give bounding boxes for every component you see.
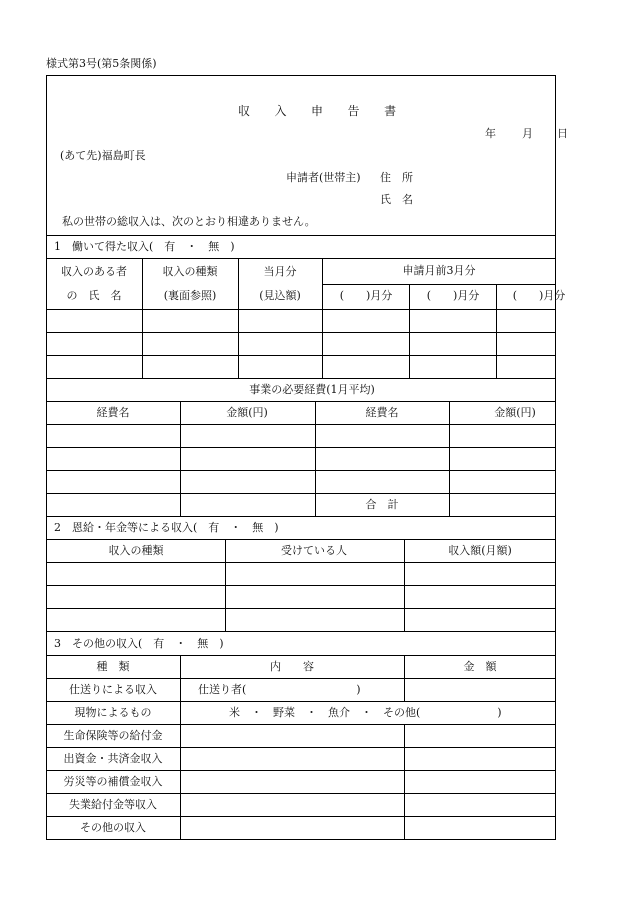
divider: [46, 401, 556, 402]
month-cell: ( )月分: [339, 289, 393, 302]
divider: [46, 470, 556, 471]
expense-amount-label: 金額(円): [226, 406, 268, 419]
income-type: 仕送りによる収入: [69, 683, 157, 696]
divider: [46, 678, 556, 679]
divider: [46, 585, 556, 586]
divider: [46, 447, 556, 448]
form-title: [238, 104, 417, 119]
col-type-label: 種 類: [96, 660, 130, 673]
col-type-label: (裏面参照): [163, 289, 217, 302]
divider: [46, 701, 556, 702]
divider: [46, 770, 556, 771]
divider: [46, 631, 556, 632]
col-person-label: の 氏 名: [66, 289, 122, 302]
addressee: (あて先)福島町長: [60, 149, 146, 162]
col-prior-label: 申請月前3月分: [402, 264, 476, 277]
divider: [142, 258, 143, 378]
col-type-label: 収入の種類: [108, 544, 164, 557]
divider: [46, 655, 556, 656]
divider: [46, 309, 556, 310]
divider: [46, 747, 556, 748]
declaration: 私の世帯の総収入は、次のとおり相違ありません。: [62, 215, 316, 228]
date-year-label: 年: [485, 127, 496, 140]
income-type: 生命保険等の給付金: [63, 729, 163, 742]
income-type: 出資金・共済金収入: [63, 752, 163, 765]
divider: [404, 724, 405, 839]
divider: [46, 235, 556, 236]
income-content: 仕送り者( ): [198, 683, 361, 696]
divider: [46, 516, 556, 517]
divider: [46, 493, 556, 494]
title-char: 告: [347, 104, 360, 118]
divider: [46, 355, 556, 356]
month-cell: ( )月分: [426, 289, 480, 302]
col-current-label: 当月分: [263, 265, 297, 278]
expense-amount-label: 金額(円): [494, 406, 536, 419]
col-recipient-label: 受けている人: [281, 544, 347, 557]
divider: [449, 401, 450, 516]
name-label: 氏 名: [380, 193, 413, 206]
income-content: 米 ・ 野菜 ・ 魚介 ・ その他( ): [229, 706, 502, 719]
title-char: 収: [238, 104, 251, 118]
income-type: 労災等の補償金収入: [63, 775, 163, 788]
divider: [322, 258, 323, 378]
divider: [404, 539, 405, 631]
col-content-label: 内 容: [270, 660, 314, 673]
divider: [46, 562, 556, 563]
col-person-label: 収入のある者: [61, 265, 127, 278]
income-type: 失業給付金等収入: [69, 798, 157, 811]
divider: [238, 258, 239, 378]
date-day-label: 日: [557, 127, 568, 140]
expense-name-label: 経費名: [96, 406, 130, 419]
section3-heading: 3 その他の収入( 有 ・ 無 ): [54, 637, 224, 650]
address-label: 住 所: [380, 171, 413, 184]
divider: [409, 284, 410, 378]
col-current-label: (見込額): [259, 289, 301, 302]
divider: [46, 258, 556, 259]
divider: [322, 284, 556, 285]
form-number: 様式第3号(第5条関係): [46, 57, 157, 70]
divider: [46, 332, 556, 333]
section2-heading: 2 恩給・年金等による収入( 有 ・ 無 ): [54, 521, 279, 534]
title-char: 入: [274, 104, 287, 118]
title-char: 申: [311, 104, 324, 118]
divider: [46, 816, 556, 817]
divider: [46, 378, 556, 379]
divider: [180, 401, 181, 516]
income-type: 現物によるもの: [74, 706, 152, 719]
col-amount-label: 収入額(月額): [448, 544, 512, 557]
expense-name-label: 経費名: [365, 406, 399, 419]
col-type-label: 収入の種類: [162, 265, 218, 278]
divider: [315, 401, 316, 516]
divider: [46, 724, 556, 725]
divider: [46, 608, 556, 609]
applicant-label: 申請者(世帯主): [286, 171, 361, 184]
divider: [46, 793, 556, 794]
col-amount-label: 金 額: [463, 660, 497, 673]
section1-heading: 1 働いて得た収入( 有 ・ 無 ): [54, 240, 235, 253]
divider: [180, 655, 181, 839]
divider: [46, 424, 556, 425]
title-char: 書: [384, 104, 397, 118]
divider: [496, 284, 497, 378]
divider: [46, 539, 556, 540]
divider: [404, 655, 405, 701]
form-frame: [46, 75, 556, 840]
month-cell: ( )月分: [512, 289, 566, 302]
total-label: 合 計: [365, 498, 399, 511]
divider: [225, 539, 226, 631]
income-type: その他の収入: [80, 821, 146, 834]
date-month-label: 月: [522, 127, 533, 140]
expense-header: 事業の必要経費(1月平均): [249, 383, 375, 396]
